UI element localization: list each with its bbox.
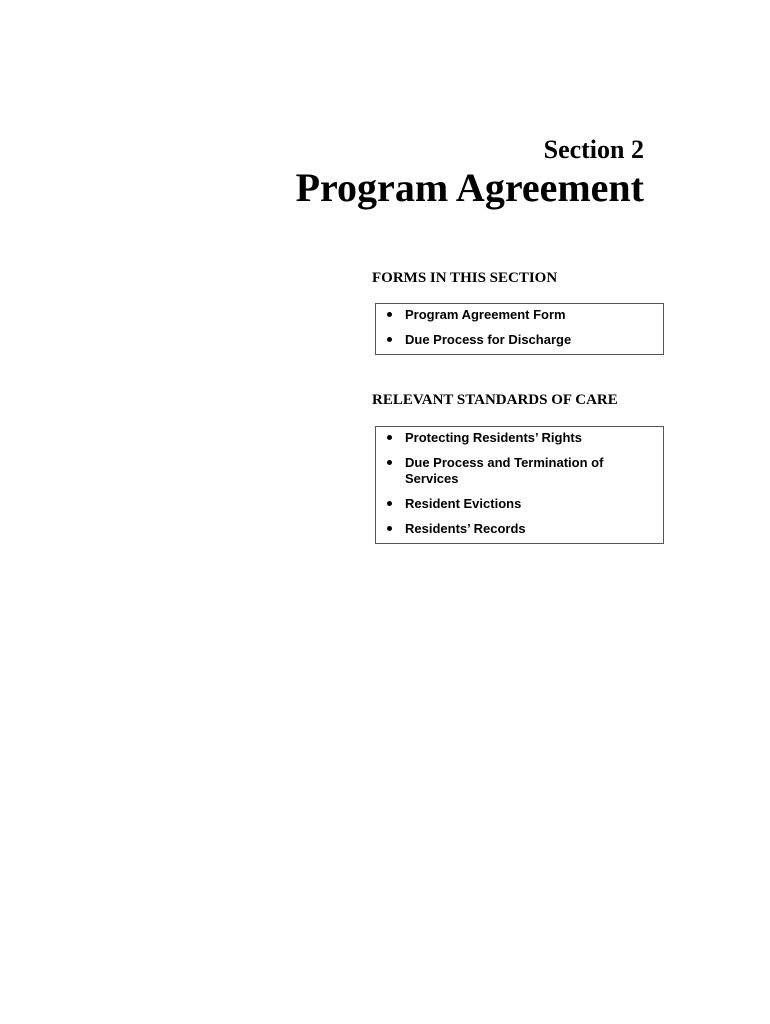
standards-list-item	[376, 496, 663, 512]
standards-list-item	[376, 521, 663, 537]
bullet-dot-icon	[387, 337, 392, 342]
forms-list-box	[375, 303, 664, 355]
bullet-dot-icon	[387, 312, 392, 317]
standards-list-item-label: Protecting Residents’ Rights	[405, 430, 582, 445]
standards-list-box	[375, 426, 664, 544]
page-title: Program Agreement	[295, 165, 644, 210]
forms-list-item-label: Due Process for Discharge	[405, 332, 572, 347]
forms-list-item	[376, 307, 663, 323]
forms-list-item-label: Program Agreement Form	[405, 307, 566, 322]
standards-list-item-label: Resident Evictions	[405, 496, 522, 511]
bullet-dot-icon	[387, 501, 392, 506]
section-number: Section 2	[543, 135, 644, 164]
bullet-dot-icon	[387, 435, 392, 440]
standards-list-item	[376, 430, 663, 446]
forms-list	[376, 307, 663, 348]
standards-list-item	[376, 455, 663, 487]
forms-heading: FORMS IN THIS SECTION	[372, 270, 558, 286]
bullet-dot-icon	[387, 460, 392, 465]
standards-list	[376, 430, 663, 537]
standards-list-item-label: Residents’ Records	[405, 521, 526, 536]
forms-list-item	[376, 332, 663, 348]
standards-heading: RELEVANT STANDARDS OF CARE	[372, 392, 618, 408]
standards-list-item-label: Due Process and Termination of Services	[405, 455, 604, 486]
bullet-dot-icon	[387, 526, 392, 531]
